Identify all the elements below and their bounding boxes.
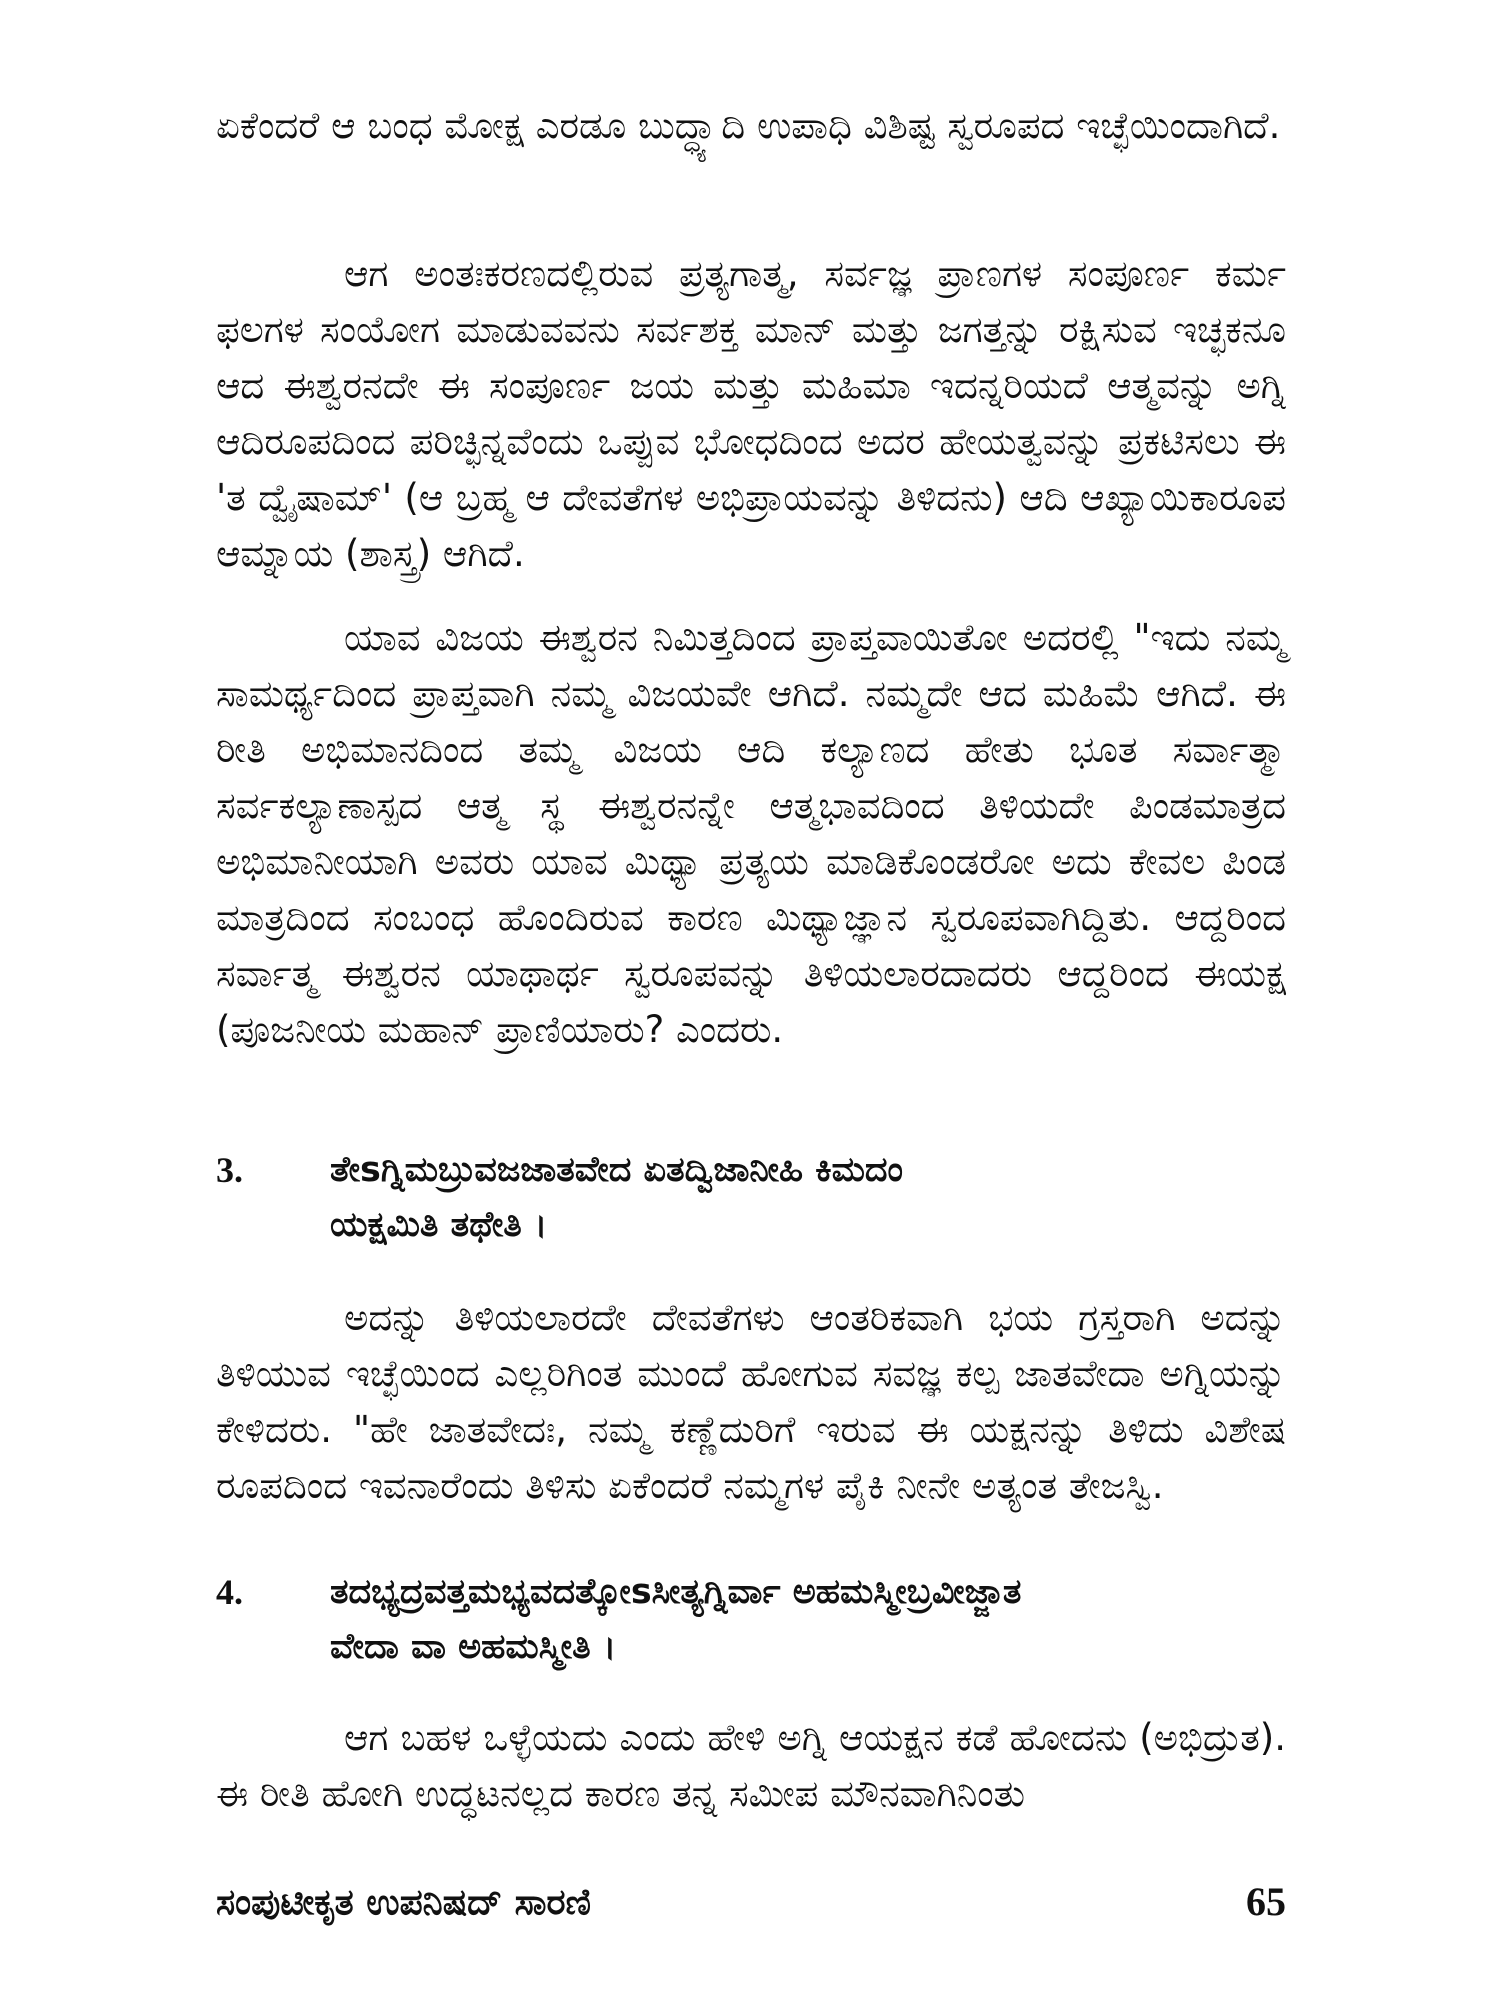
page-body	[216, 98, 1286, 1918]
verse-3	[216, 1143, 1286, 1253]
verse-4	[216, 1565, 1286, 1675]
verse-line-2: ಯಕ್ಷಮಿತಿ ತಥೇತಿ ।	[330, 1205, 548, 1245]
paragraph-1: ಏಕೆಂದರೆ ಆ ಬಂಧ ಮೋಕ್ಷ ಎರಡೂ ಬುದ್ಧ್ಯಾದಿ ಉಪಾಧಿ ವಿಶಿಷ್ಟ ಸ್ವರೂಪದ ಇಚ್ಛೆಯಿಂದಾಗಿದೆ.	[216, 104, 1281, 147]
page-number: 65	[1246, 1879, 1286, 1924]
verse-line-1: ತೇsಗ್ನಿಮಬ್ರುವಜಜಾತವೇದ ಏತದ್ವಿಜಾನೀಹಿ ಕಿಮದಂ	[330, 1150, 903, 1190]
page-footer	[216, 1879, 1286, 1932]
paragraph-5: ಆಗ ಬಹಳ ಒಳ್ಳೆಯದು ಎಂದು ಹೇಳಿ ಅಗ್ನಿ ಆಯಕ್ಷನ ಕಡೆ ಹೋದನು (ಅಭಿದ್ರುತ). ಈ ರೀತಿ ಹೋಗಿ ಉದ್ಧಟನಲ್ಲದ ಕಾರಣ ತನ್ನ ಸಮೀಪ ಮೌನವಾಗಿನಿಂತು	[216, 1716, 1286, 1815]
paragraph-3: ಯಾವ ವಿಜಯ ಈಶ್ವರನ ನಿಮಿತ್ತದಿಂದ ಪ್ರಾಪ್ತವಾಯಿತೋ ಅದರಲ್ಲಿ "ಇದು ನಮ್ಮ ಸಾಮರ್ಥ್ಯದಿಂದ ಪ್ರಾಪ್ತವಾಗಿ ನಮ್ಮ ವಿಜಯವೇ ಆಗಿದೆ. ನಮ್ಮದೇ ಆದ ಮಹಿಮೆ ಆಗಿದೆ. ಈ ರೀತಿ ಅಭಿಮಾನದಿಂದ ತಮ್ಮ ವಿಜಯ ಆದಿ ಕಲ್ಯಾಣದ ಹೇತು ಭೂತ ಸರ್ವಾತ್ಮಾ ಸರ್ವಕಲ್ಯಾಣಾಸ್ಪದ ಆತ್ಮ ಸ್ಥ ಈಶ್ವರನನ್ನೇ ಆತ್ಮಭಾವದಿಂದ ತಿಳಿಯದೇ ಪಿಂಡಮಾತ್ರದ ಅಭಿಮಾನೀಯಾಗಿ ಅವರು ಯಾವ ಮಿಥ್ಯಾ ಪ್ರತ್ಯಯ ಮಾಡಿಕೊಂಡರೋ ಅದು ಕೇವಲ ಪಿಂಡ ಮಾತ್ರದಿಂದ ಸಂಬಂಧ ಹೊಂದಿರುವ ಕಾರಣ ಮಿಥ್ಯಾಜ್ಞಾನ ಸ್ವರೂಪವಾಗಿದ್ದಿತು. ಆದ್ದರಿಂದ ಸರ್ವಾತ್ಮ ಈಶ್ವರನ ಯಾಥಾರ್ಥ ಸ್ವರೂಪವನ್ನು ತಿಳಿಯಲಾರದಾದರು ಆದ್ದರಿಂದ ಈಯಕ್ಷ (ಪೂಜನೀಯ ಮಹಾನ್ ಪ್ರಾಣಿಯಾರು? ಎಂದರು.	[216, 616, 1286, 1051]
verse-line-1: ತದಭ್ಯದ್ರವತ್ತಮಭ್ಯವದತ್ಕೋsಸೀತ್ಯಗ್ನಿರ್ವಾ ಅಹಮಸ್ಮೀಬ್ರವೀಜ್ಜಾತ	[330, 1572, 1022, 1612]
paragraph-2: ಆಗ ಅಂತಃಕರಣದಲ್ಲಿರುವ ಪ್ರತ್ಯಗಾತ್ಮ, ಸರ್ವಜ್ಞ ಪ್ರಾಣಗಳ ಸಂಪೂರ್ಣ ಕರ್ಮ ಫಲಗಳ ಸಂಯೋಗ ಮಾಡುವವನು ಸರ್ವಶಕ್ತ ಮಾನ್ ಮತ್ತು ಜಗತ್ತನ್ನು ರಕ್ಷಿಸುವ ಇಚ್ಛಕನೂ ಆದ ಈಶ್ವರನದೇ ಈ ಸಂಪೂರ್ಣ ಜಯ ಮತ್ತು ಮಹಿಮಾ ಇದನ್ನರಿಯದೆ ಆತ್ಮವನ್ನು ಅಗ್ನಿ ಆದಿರೂಪದಿಂದ ಪರಿಚ್ಛಿನ್ನವೆಂದು ಒಪ್ಪುವ ಭೋಧದಿಂದ ಅದರ ಹೇಯತ್ವವನ್ನು ಪ್ರಕಟಿಸಲು ಈ 'ತ ದ್ವೈಷಾಮ್' (ಆ ಬ್ರಹ್ಮ ಆ ದೇವತೆಗಳ ಅಭಿಪ್ರಾಯವನ್ನು ತಿಳಿದನು) ಆದಿ ಆಖ್ಯಾಯಿಕಾರೂಪ ಆಮ್ನಾಯ (ಶಾಸ್ತ್ರ) ಆಗಿದೆ.	[216, 252, 1286, 575]
paragraph-4: ಅದನ್ನು ತಿಳಿಯಲಾರದೇ ದೇವತೆಗಳು ಆಂತರಿಕವಾಗಿ ಭಯ ಗ್ರಸ್ತರಾಗಿ ಅದನ್ನು ತಿಳಿಯುವ ಇಚ್ಛೆಯಿಂದ ಎಲ್ಲರಿಗಿಂತ ಮುಂದೆ ಹೋಗುವ ಸವಜ್ಞ ಕಲ್ಪ ಜಾತವೇದಾ ಅಗ್ನಿಯನ್ನು ಕೇಳಿದರು. "ಹೇ ಜಾತವೇದಃ, ನಮ್ಮ ಕಣ್ಣೆದುರಿಗೆ ಇರುವ ಈ ಯಕ್ಷನನ್ನು ತಿಳಿದು ವಿಶೇಷ ರೂಪದಿಂದ ಇವನಾರೆಂದು ತಿಳಿಸು ಏಕೆಂದರೆ ನಮ್ಮಗಳ ಪೈಕಿ ನೀನೇ ಅತ್ಯಂತ ತೇಜಸ್ವಿ.	[216, 1296, 1286, 1507]
verse-number: 4.	[216, 1572, 243, 1612]
verse-number: 3.	[216, 1150, 243, 1190]
verse-line-2: ವೇದಾ ವಾ ಅಹಮಸ್ಮೀತಿ ।	[330, 1627, 617, 1667]
footer-book-title: ಸಂಪುಟೀಕೃತ ಉಪನಿಷದ್ ಸಾರಣಿ	[216, 1882, 591, 1923]
